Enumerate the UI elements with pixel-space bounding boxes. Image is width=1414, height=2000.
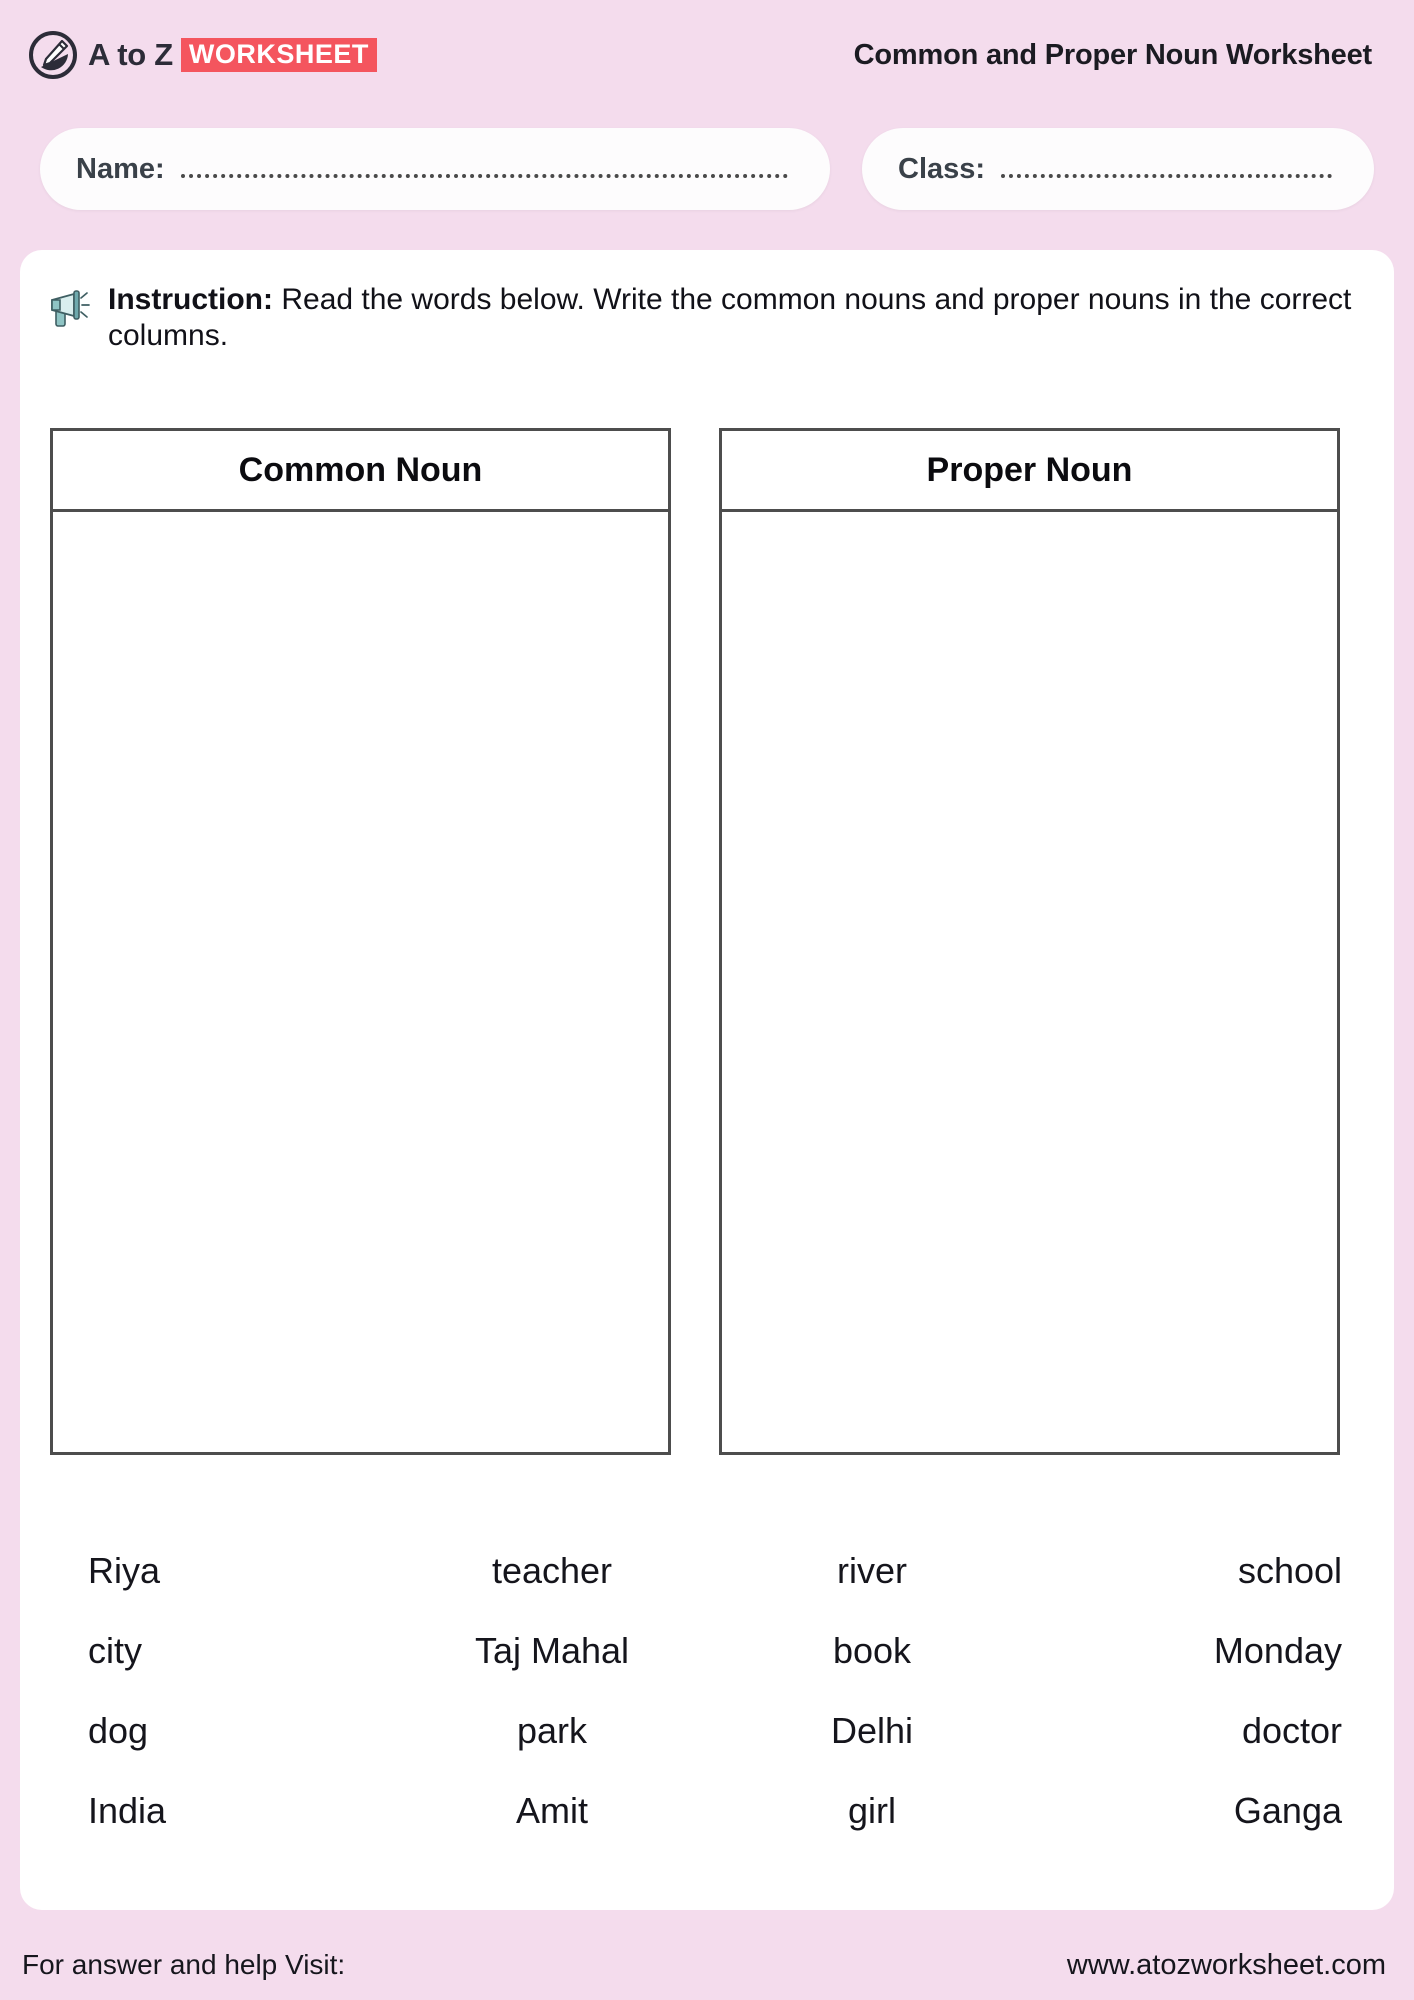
word-bank-item[interactable]: river bbox=[837, 1550, 907, 1591]
class-label: Class: bbox=[898, 152, 986, 185]
word-bank-item[interactable]: park bbox=[516, 1710, 588, 1751]
answer-tables bbox=[50, 428, 1340, 1455]
footer-help-text: For answer and help Visit: bbox=[22, 1949, 346, 1980]
word-bank-item[interactable]: teacher bbox=[491, 1550, 613, 1591]
page-header bbox=[0, 0, 1414, 110]
instruction-text bbox=[108, 282, 1354, 354]
word-bank-item[interactable]: Taj Mahal bbox=[474, 1630, 630, 1671]
word-bank-item[interactable]: Ganga bbox=[1233, 1790, 1342, 1831]
word-bank bbox=[72, 1540, 1352, 1842]
worksheet-card bbox=[20, 250, 1394, 1910]
common-noun-answer-area[interactable] bbox=[50, 512, 671, 1455]
logo-badge-text: WORKSHEET bbox=[181, 38, 377, 72]
word-bank-item[interactable]: India bbox=[88, 1790, 167, 1831]
word-bank-row bbox=[72, 1620, 1352, 1682]
word-bank-item[interactable]: school bbox=[1237, 1550, 1342, 1591]
instruction-label: Instruction: bbox=[108, 283, 273, 316]
name-field[interactable] bbox=[40, 128, 830, 210]
student-info-row bbox=[0, 128, 1414, 210]
word-bank-row bbox=[72, 1540, 1352, 1602]
word-bank-row bbox=[72, 1700, 1352, 1762]
word-bank-item[interactable]: book bbox=[832, 1630, 912, 1671]
word-bank-item[interactable]: Monday bbox=[1213, 1630, 1342, 1671]
proper-noun-column bbox=[719, 428, 1340, 1455]
name-label: Name: bbox=[76, 152, 165, 185]
class-field[interactable] bbox=[862, 128, 1374, 210]
instruction-block bbox=[48, 282, 1354, 354]
word-bank-item[interactable]: Riya bbox=[88, 1550, 161, 1591]
proper-noun-answer-area[interactable] bbox=[719, 512, 1340, 1455]
proper-noun-header-label: Proper Noun bbox=[926, 450, 1133, 489]
class-input-line[interactable] bbox=[1001, 174, 1332, 178]
word-bank-item[interactable]: Amit bbox=[516, 1790, 588, 1831]
word-bank-item[interactable]: city bbox=[88, 1630, 142, 1671]
proper-noun-header bbox=[719, 428, 1340, 512]
name-input-line[interactable] bbox=[181, 174, 788, 178]
word-bank-item[interactable]: doctor bbox=[1241, 1710, 1342, 1751]
instruction-body: Read the words below. Write the common nouns and proper nouns in the correct columns. bbox=[108, 283, 1352, 352]
common-noun-column bbox=[50, 428, 671, 1455]
megaphone-icon bbox=[48, 288, 94, 330]
footer-website-link[interactable]: www.atozworksheet.com bbox=[1066, 1948, 1386, 1981]
word-bank-row bbox=[72, 1780, 1352, 1842]
common-noun-header bbox=[50, 428, 671, 512]
page-footer bbox=[0, 1930, 1414, 2000]
word-bank-item[interactable]: girl bbox=[847, 1790, 896, 1831]
common-noun-header-label: Common Noun bbox=[238, 450, 483, 489]
word-bank-item[interactable]: Delhi bbox=[830, 1710, 914, 1751]
brand-logo[interactable] bbox=[28, 30, 377, 80]
word-bank-item[interactable]: dog bbox=[88, 1710, 149, 1751]
logo-primary-text: A to Z bbox=[88, 37, 173, 72]
pen-circle-logo-icon bbox=[28, 30, 78, 80]
page-title: Common and Proper Noun Worksheet bbox=[853, 38, 1372, 71]
